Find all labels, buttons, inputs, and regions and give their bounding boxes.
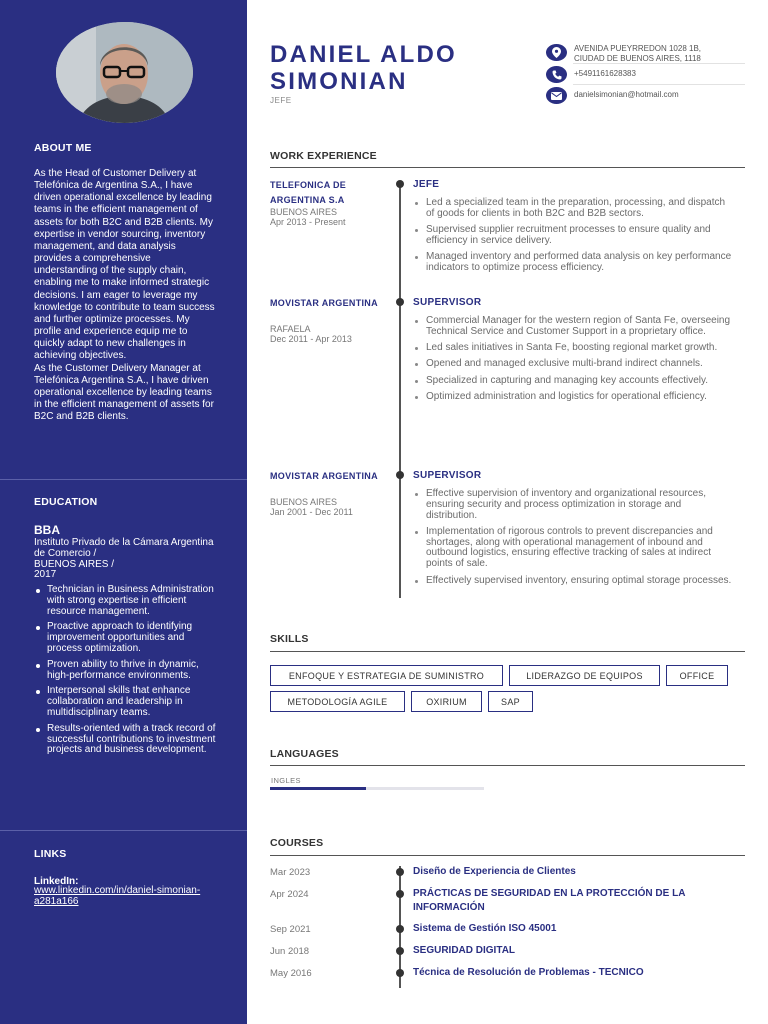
person-name — [270, 41, 457, 95]
profile-photo — [56, 22, 193, 123]
section-divider — [270, 651, 745, 652]
about-paragraph-2: As the Customer Delivery Manager at Telefónica Argentina S.A., I have driven operational excellence by leading teams in the efficient management of assets for B2C and B2B clients. — [34, 362, 214, 423]
skill-tag: ENFOQUE Y ESTRATEGIA DE SUMINISTRO — [270, 665, 503, 686]
linkedin-label: LinkedIn: — [34, 876, 79, 887]
job-dates: Apr 2013 - Present — [270, 217, 346, 228]
education-institution-name: Instituto Privado de la Cámara Argentina de Comercio / — [34, 537, 214, 559]
phone-text[interactable]: +5491161628383 — [574, 69, 636, 78]
timeline-dot — [396, 471, 404, 479]
language-level-track — [270, 787, 484, 790]
about-title: ABOUT ME — [34, 142, 92, 154]
course-title: Sistema de Gestión ISO 45001 — [413, 923, 557, 934]
section-divider — [270, 167, 745, 168]
name-line-1: DANIEL ALDO — [270, 41, 457, 68]
job-bullet: Commercial Manager for the western region of Santa Fe, overseeing Technical Service and Customer Support in a proprietary office. — [413, 316, 733, 338]
job-meta — [270, 497, 390, 518]
job-bullet: Opened and managed exclusive multi-brand indirect channels. — [413, 359, 733, 370]
job-bullet: Optimized administration and logistics for operational efficiency. — [413, 392, 733, 403]
job-company: MOVISTAR ARGENTINA — [270, 298, 378, 308]
email-icon — [546, 87, 567, 104]
education-item: Interpersonal skills that enhance collaboration and leadership in multidisciplinary teams. — [34, 686, 219, 718]
job-bullets — [413, 489, 733, 592]
job-bullet: Effective supervision of inventory and organizational resources, ensuring security and process optimization in storage and distribution. — [413, 489, 733, 521]
skill-tag: SAP — [488, 691, 533, 712]
job-position: SUPERVISOR — [413, 470, 482, 481]
education-year: 2017 — [34, 569, 57, 581]
phone-icon — [546, 66, 567, 83]
course-title: PRÁCTICAS DE SEGURIDAD EN LA PROTECCIÓN DE LA INFORMACIÓN — [413, 888, 686, 913]
skill-tag: LIDERAZGO DE EQUIPOS — [509, 665, 660, 686]
skill-tag: OXIRIUM — [411, 691, 482, 712]
language-name: INGLES — [271, 776, 301, 785]
name-line-2: SIMONIAN — [270, 68, 408, 95]
person-role: JEFE — [270, 96, 292, 105]
job-bullet: Effectively supervised inventory, ensuring optimal storage processes. — [413, 576, 733, 587]
education-list — [34, 585, 219, 761]
skills-title: SKILLS — [270, 633, 309, 645]
timeline-dot — [396, 947, 404, 955]
links-title: LINKS — [34, 848, 67, 860]
job-company: TELEFONICA DE ARGENTINA S.A — [270, 180, 347, 205]
skill-tag: METODOLOGÍA AGILE — [270, 691, 405, 712]
job-bullet: Implementation of rigorous controls to prevent discrepancies and shortages, along with operational management of inbound and outbound logistics, ensuring effective tracking of sales at indirect points of sale. — [413, 527, 733, 570]
contact-email — [546, 87, 679, 104]
job-dates: Jan 2001 - Dec 2011 — [270, 507, 353, 518]
job-location: BUENOS AIRES — [270, 497, 338, 507]
education-item: Results-oriented with a track record of successful contributions to investment projects and business development. — [34, 724, 219, 756]
timeline-dot — [396, 868, 404, 876]
job-bullet: Managed inventory and performed data analysis on key performance indicators to optimize process efficiency. — [413, 252, 733, 274]
course-date: Mar 2023 — [270, 867, 311, 878]
education-item: Proven ability to thrive in dynamic, high-performance environments. — [34, 660, 219, 682]
education-title: EDUCATION — [34, 496, 98, 508]
address-line-1: AVENIDA PUEYRREDON 1028 1B, — [574, 44, 702, 53]
course-date: May 2016 — [270, 968, 312, 979]
education-institution — [34, 538, 214, 581]
address-text — [574, 44, 701, 63]
sidebar — [0, 0, 247, 1024]
timeline-dot — [396, 180, 404, 188]
section-divider — [270, 855, 745, 856]
contact-separator — [573, 84, 745, 85]
sidebar-divider — [0, 830, 247, 831]
timeline-dot — [396, 298, 404, 306]
work-experience-title: WORK EXPERIENCE — [270, 150, 377, 162]
address-line-2: CIUDAD DE BUENOS AIRES, 1118 — [574, 53, 701, 63]
job-bullets — [413, 198, 733, 279]
course-title: SEGURIDAD DIGITAL — [413, 945, 516, 956]
section-divider — [270, 765, 745, 766]
course-date: Apr 2024 — [270, 889, 309, 900]
contact-address — [546, 44, 701, 63]
job-meta — [270, 324, 390, 345]
courses-title: COURSES — [270, 837, 324, 849]
education-item: Technician in Business Administration with strong expertise in efficient resource management. — [34, 585, 219, 617]
course-title: Diseño de Experiencia de Clientes — [413, 866, 576, 877]
skill-tag: OFFICE — [666, 665, 728, 686]
job-meta — [270, 207, 390, 228]
job-position: SUPERVISOR — [413, 297, 482, 308]
education-location: BUENOS AIRES / — [34, 558, 115, 570]
timeline-dot — [396, 969, 404, 977]
job-bullets — [413, 316, 733, 408]
profile-photo-illustration — [56, 22, 193, 123]
job-company: MOVISTAR ARGENTINA — [270, 471, 378, 481]
languages-title: LANGUAGES — [270, 748, 339, 760]
language-level-fill — [270, 787, 366, 790]
timeline-dot — [396, 890, 404, 898]
job-bullet: Supervised supplier recruitment processes to ensure quality and efficiency in service delivery. — [413, 225, 733, 247]
job-location: RAFAELA — [270, 324, 311, 334]
about-text — [34, 168, 216, 423]
timeline-dot — [396, 925, 404, 933]
job-position: JEFE — [413, 179, 440, 190]
contact-separator — [573, 63, 745, 64]
education-item: Proactive approach to identifying improvement opportunities and process optimization. — [34, 622, 219, 654]
course-date: Sep 2021 — [270, 924, 311, 935]
education-degree: BBA — [34, 523, 60, 537]
course-title: Técnica de Resolución de Problemas - TECNICO — [413, 967, 644, 978]
work-timeline — [399, 186, 401, 598]
sidebar-divider — [0, 479, 247, 480]
job-location: BUENOS AIRES — [270, 207, 338, 217]
linkedin-link[interactable]: www.linkedin.com/in/daniel-simonian-a281a166 — [34, 885, 201, 907]
email-text[interactable]: danielsimonian@hotmail.com — [574, 90, 679, 99]
location-icon — [546, 44, 567, 61]
contact-phone — [546, 66, 636, 83]
job-dates: Dec 2011 - Apr 2013 — [270, 334, 352, 345]
job-bullet: Led a specialized team in the preparation, processing, and dispatch of goods for clients in both B2C and B2B sectors. — [413, 198, 733, 220]
course-date: Jun 2018 — [270, 946, 310, 957]
job-bullet: Led sales initiatives in Santa Fe, boosting regional market growth. — [413, 343, 733, 354]
job-bullet: Specialized in capturing and managing key accounts effectively. — [413, 376, 733, 387]
about-paragraph: As the Head of Customer Delivery at Telefónica de Argentina S.A., I have driven operational excellence by leading teams in the efficient management of assets for both B2C and B2B clients. My expertise in vendor sourcing, inventory management, and data analysis provides a comprehensive understanding of the supply chain, enabling me to make informed strategic decisions. I am eager to leverage my knowledge to contribute to team success and further optimize processes. My profile and experience equip me to quickly adapt to new challenges in achieving objectives. — [34, 168, 215, 362]
